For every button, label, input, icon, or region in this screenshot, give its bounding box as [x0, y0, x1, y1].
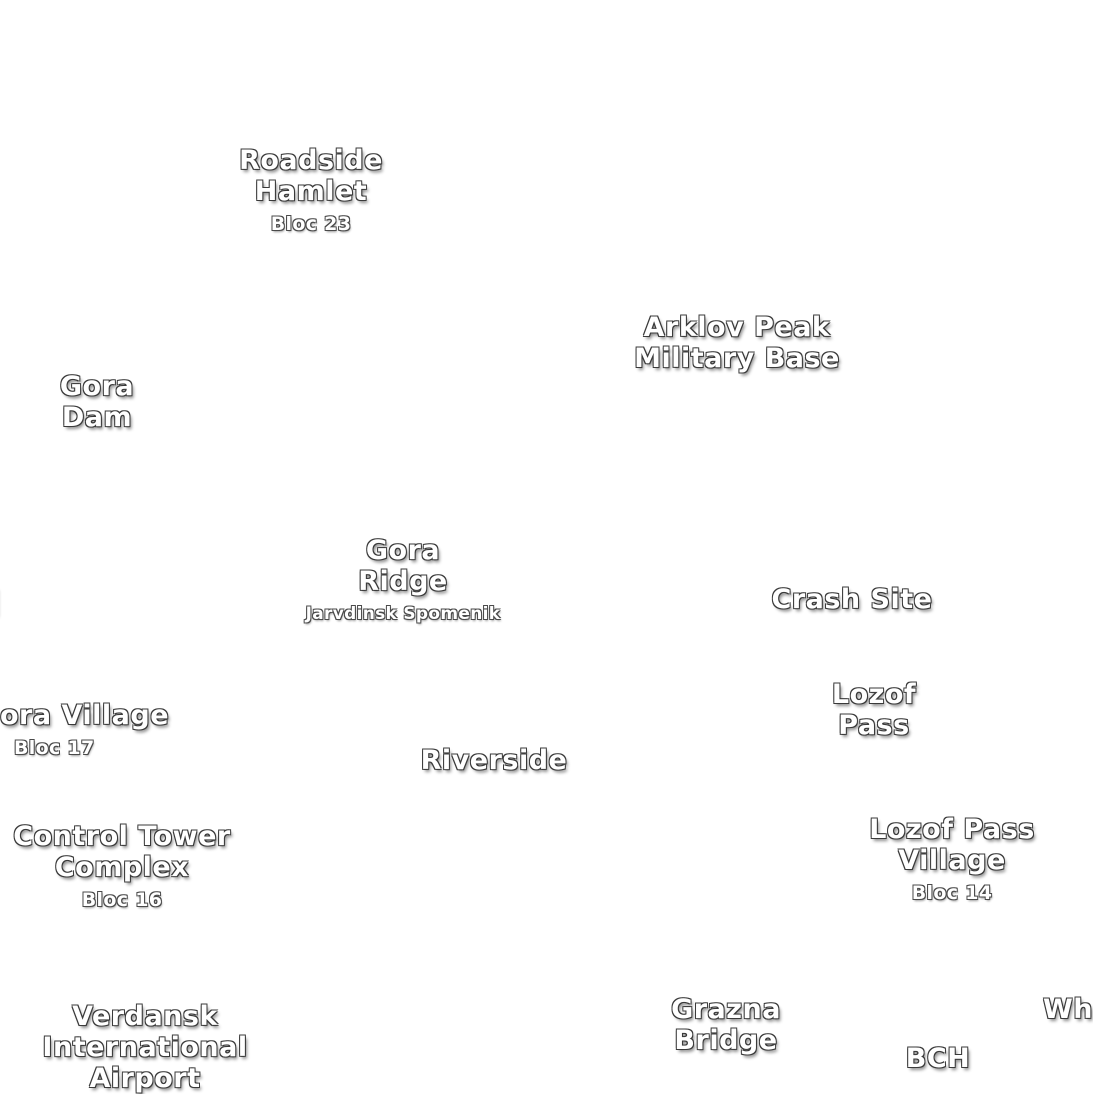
location-name: Lozof Pass	[831, 679, 917, 741]
location-name: Control Tower Complex	[13, 821, 231, 883]
location-subtitle: Bloc 14	[911, 882, 993, 904]
location-control-tower[interactable]	[13, 821, 230, 911]
location-grazna-bridge[interactable]	[671, 994, 781, 1056]
location-subtitle: Jarvdinsk Spomenik	[305, 604, 501, 624]
location-name: Riverside	[420, 745, 568, 776]
location-subtitle: Bloc 16	[81, 889, 163, 911]
location-name: Wh	[1043, 994, 1093, 1025]
location-riverside[interactable]	[421, 745, 568, 776]
location-gora-ridge[interactable]	[306, 535, 501, 625]
location-name: Arklov Peak Military Base	[634, 312, 840, 374]
location-edge-left-fragment	[0, 584, 2, 612]
location-subtitle: Bloc 23	[270, 213, 352, 235]
location-subtitle: Bloc 17	[14, 737, 95, 759]
location-name: BCH	[905, 1043, 971, 1074]
location-name: Verdansk International Airport	[42, 1001, 248, 1094]
location-gora-dam[interactable]	[60, 371, 134, 433]
location-edge-right[interactable]	[1043, 994, 1093, 1025]
location-verdansk-airport[interactable]	[42, 1001, 247, 1094]
location-name: Crash Site	[771, 584, 933, 615]
location-name: Lozof Pass Village	[869, 814, 1035, 876]
location-name-fragment	[0, 584, 2, 612]
location-name: Roadside Hamlet	[239, 145, 383, 207]
location-gora-village[interactable]	[0, 700, 169, 759]
location-lozof-pass[interactable]	[832, 679, 916, 741]
location-bch[interactable]	[906, 1043, 971, 1074]
location-name: ora Village	[0, 700, 170, 731]
location-name: Gora Ridge	[358, 535, 448, 597]
location-lozof-pass-village[interactable]	[869, 814, 1035, 904]
location-name: Grazna Bridge	[671, 994, 781, 1056]
location-crash-site[interactable]	[772, 584, 933, 615]
location-roadside-hamlet[interactable]	[239, 145, 383, 235]
location-name: Gora Dam	[59, 371, 135, 433]
location-arklov-peak[interactable]	[634, 312, 840, 374]
